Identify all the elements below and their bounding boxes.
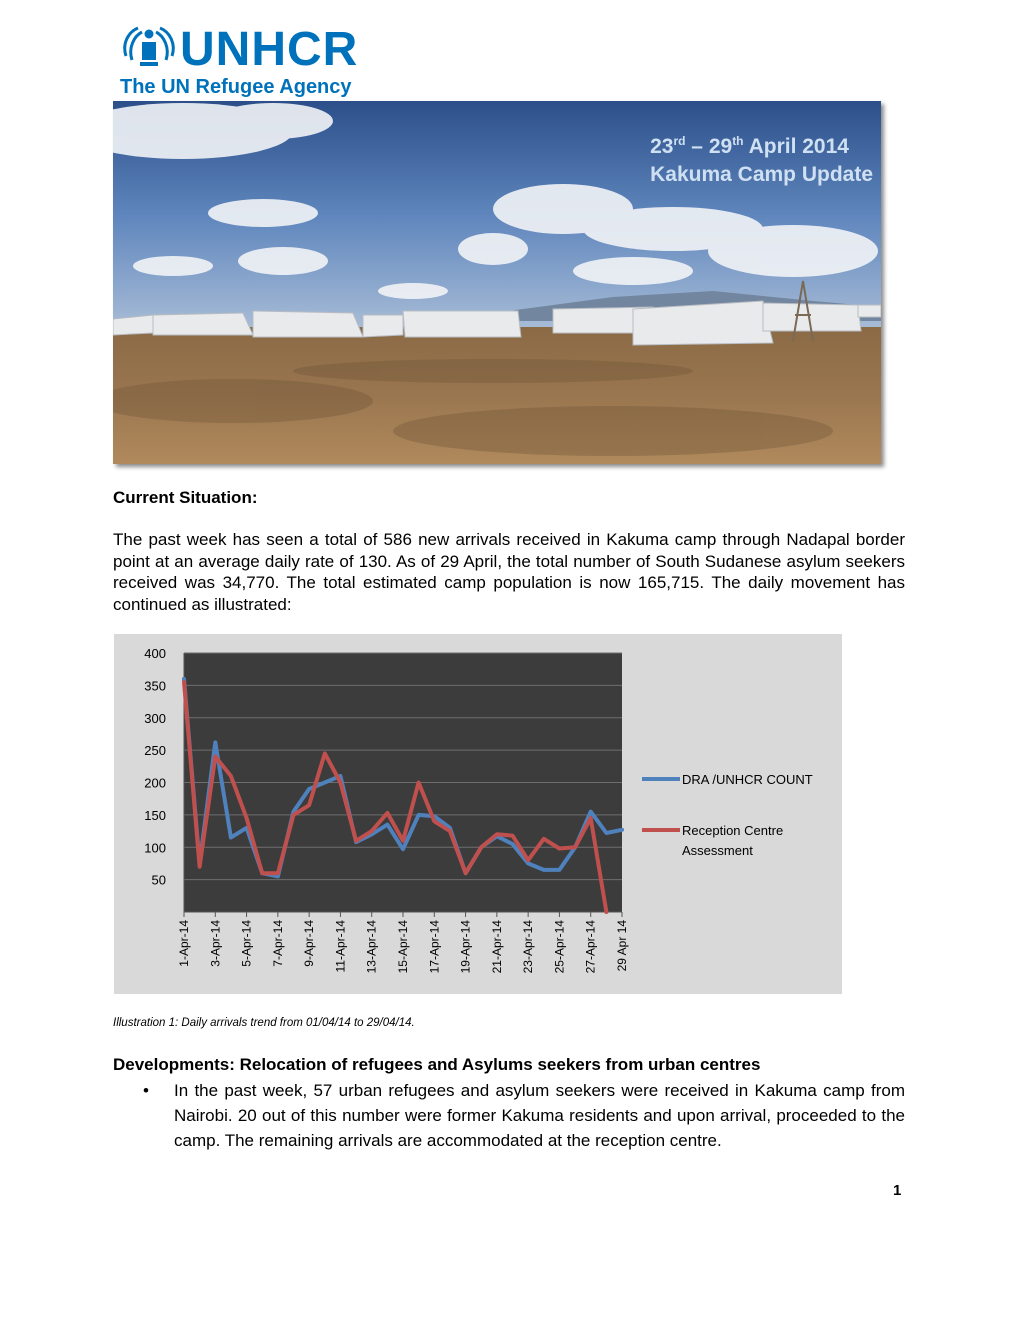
unhcr-emblem-icon <box>118 22 180 78</box>
y-tick-label: 250 <box>144 743 166 759</box>
bullet-text: In the past week, 57 urban refugees and asylum seekers were received in Kakuma camp from Nairobi. 20 out of this number were former Kakuma residents and upon arrival, proceeded to the camp. The remaining arrivals are accommodated at the reception centre. <box>174 1081 905 1150</box>
developments-bullet <box>140 1078 905 1153</box>
x-tick-label: 7-Apr-14 <box>270 920 285 967</box>
cover-title <box>650 127 873 189</box>
current-situation-paragraph: The past week has seen a total of 586 new arrivals received in Kakuma camp through Nadapal border point at an average daily rate of 130. As of 29 April, the total number of South Sudanese asylum seekers received was 34,770. The total estimated camp population is now 165,715. The daily movement has continued as illustrated: <box>113 530 905 614</box>
x-tick-label: 15-Apr-14 <box>396 920 410 974</box>
logo-wordmark: UNHCR <box>180 23 359 76</box>
x-tick-label: 17-Apr-14 <box>427 920 442 974</box>
x-tick-label: 25-Apr-14 <box>552 920 567 974</box>
x-tick-label: 1-Apr-14 <box>177 920 191 967</box>
current-situation-heading: Current Situation: <box>113 488 258 507</box>
x-tick-label: 9-Apr-14 <box>302 920 317 967</box>
cover-day-start-suffix: rd <box>673 134 686 148</box>
cover-date-dash: – <box>685 135 709 158</box>
chart-svg <box>114 634 842 994</box>
x-tick-label: 21-Apr-14 <box>489 920 504 974</box>
cover-day-end-suffix: th <box>732 134 744 148</box>
y-tick-label: 350 <box>144 678 166 694</box>
cover-photo <box>113 101 881 464</box>
x-tick-label: 19-Apr-14 <box>458 920 473 974</box>
cover-subtitle: Kakuma Camp Update <box>650 163 873 186</box>
developments-heading: Developments: Relocation of refugees and Asylums seekers from urban centres <box>113 1055 761 1074</box>
legend-label: Reception Centre <box>682 823 784 838</box>
unhcr-logo <box>118 22 398 98</box>
y-tick-label: 300 <box>144 710 166 726</box>
x-tick-label: 11-Apr-14 <box>333 920 348 973</box>
x-tick-label: 13-Apr-14 <box>364 920 379 974</box>
x-tick-label: 29 Apr 14 <box>615 920 629 972</box>
chart-caption: Illustration 1: Daily arrivals trend from 01/04/14 to 29/04/14. <box>113 1017 415 1029</box>
daily-arrivals-chart <box>114 634 842 994</box>
x-tick-label: 3-Apr-14 <box>208 920 223 967</box>
legend-label: Assessment <box>682 843 753 858</box>
cover-day-end: 29 <box>708 135 733 158</box>
page-number: 1 <box>893 1182 902 1199</box>
y-tick-label: 400 <box>144 646 166 661</box>
x-tick-label: 23-Apr-14 <box>521 920 536 974</box>
x-tick-label: 5-Apr-14 <box>239 920 254 967</box>
y-tick-label: 200 <box>144 775 166 791</box>
developments-list <box>140 1078 905 1153</box>
cover-day-start: 23 <box>650 135 674 158</box>
y-tick-label: 50 <box>151 872 166 888</box>
legend-label: DRA /UNHCR COUNT <box>682 772 813 787</box>
cover-date-line <box>650 127 873 161</box>
y-tick-label: 150 <box>144 807 166 823</box>
cover-month-year: April 2014 <box>743 135 849 158</box>
bullet-dot-icon: • <box>143 1081 149 1100</box>
x-tick-label: 27-Apr-14 <box>583 920 598 974</box>
logo-tagline: The UN Refugee Agency <box>120 76 352 98</box>
y-tick-label: 100 <box>144 840 166 856</box>
